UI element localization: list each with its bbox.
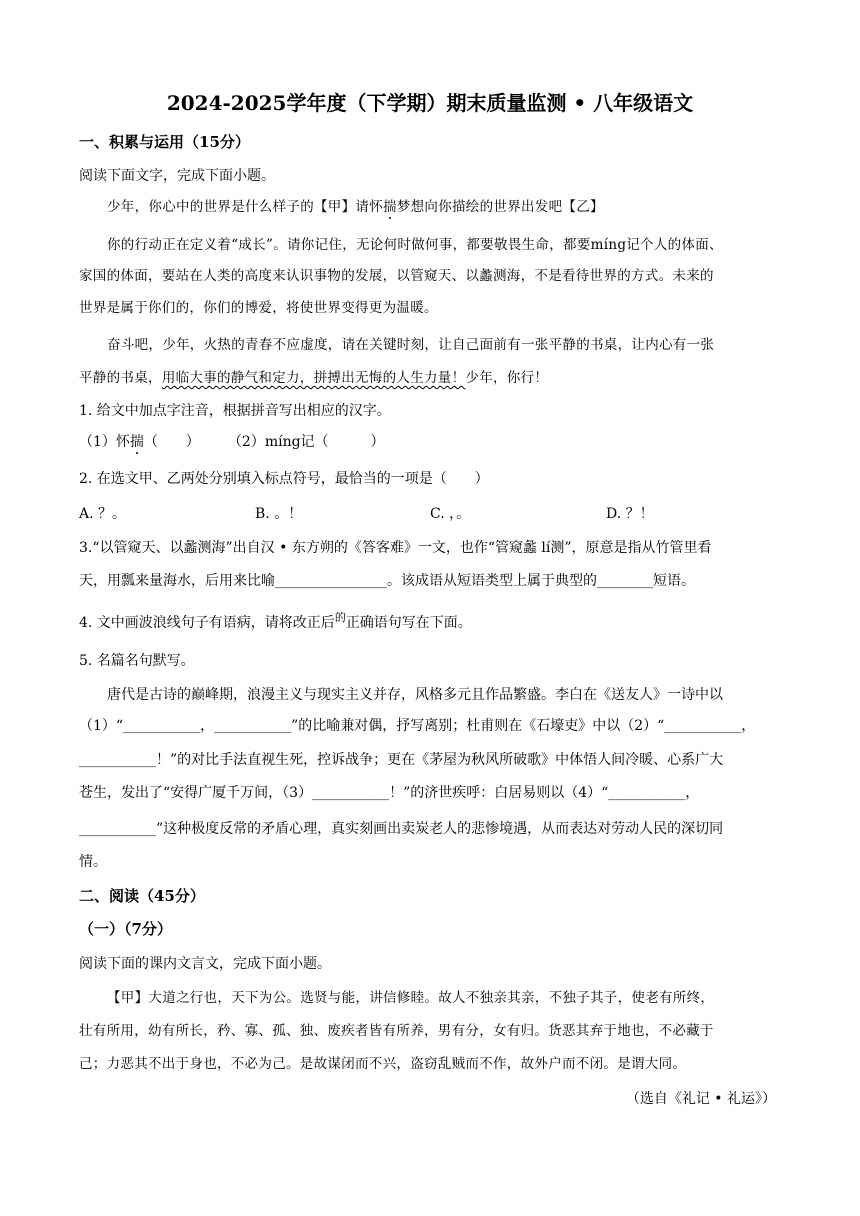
question-5-line-3: ___________！”的对比手法直视生死，控诉战争；更在《茅屋为秋风所破歌》中体悟人间冷暖、心系广大 [79,752,724,768]
question-5-line-4: 苍生，发出了“安得广厦千万间，（3）___________！”的济世疾呼：白居易则以（4）“___________， [79,785,700,801]
blank-label: （1）怀 [79,434,130,450]
question-5-line-2: （1）“___________，___________”的比喻兼对偶，抒写离别；杜甫则在《石壕吏》中以（2）“___________， [79,718,756,734]
question-5-line-6: 情。 [79,854,107,870]
question-2: 2. 在选文甲、乙两处分别填入标点符号，最恰当的一项是（ ） [79,471,489,487]
question-5-line-1: 唐代是古诗的巅峰期，浪漫主义与现实主义并存，风格多元且作品繁盛。李白在《送友人》一诗中以 [107,687,723,703]
classical-text-line-2: 壮有所用，幼有所长，矜、寡、孤、独、废疾者皆有所养，男有分，女有归。货恶其弃于地也，不必藏于 [79,1023,714,1039]
section-2-subheading: （一）（7分） [79,920,172,938]
passage-paragraph-2-line-1: 你的行动正在定义着“成长”。请你记住，无论何时做何事，都要敬畏生命，都要míng记个人的体面、 [107,237,723,253]
dotted-character: 揣 [129,434,144,450]
option-a: A. ？。 [79,506,127,522]
passage-paragraph-3-line-2 [79,368,548,388]
question-3-line-1: 3.“以管窥天、以蠡测海”出自汉 • 东方朔的《答客难》一文，也作“管窥蠡 lí测”，原意是指从竹管里看 [79,540,712,556]
question-text: 4. 文中画波浪线句子有语病，请将改正后 [79,615,335,631]
classical-text-line-1: 【甲】大道之行也，天下为公。选贤与能，讲信修睦。故人不独亲其亲，不独子其子，使老有所终， [107,990,715,1006]
passage-paragraph-1 [107,197,604,217]
question-4 [79,613,472,634]
passage-text: 少年，你心中的世界是什么样子的【甲】请怀 [107,199,383,215]
page-title: 2024-2025学年度（下学期）期末质量监测 • 八年级语文 [166,91,694,115]
option-c: C. ，。 [430,506,471,522]
option-d: D. ？！ [606,506,654,522]
section-2-instruction: 阅读下面的课内文言文，完成下面小题。 [79,956,331,972]
question-5: 5. 名篇名句默写。 [79,653,195,669]
passage-paragraph-2-line-3: 世界是属于你们的，你们的博爱，将使世界变得更为温暖。 [79,300,438,316]
question-5-line-5: ___________”这种极度反常的矛盾心理，真实刻画出卖炭老人的悲惨境遇，从而表达对劳动人民的深切同 [79,821,724,837]
passage-text: 平静的书桌， [79,370,162,386]
passage-text: 梦想向你描绘的世界出发吧【乙】 [396,199,604,215]
wavy-underlined-sentence: 用临大事的静气和定力，拼搏出无悔的人生力量！ [161,370,466,386]
section-1-heading: 一、积累与运用（15分） [79,133,250,151]
dotted-character: 揣 [383,199,397,215]
question-text: 的 [334,611,346,624]
text-source: （选自《礼记 • 礼运》） [625,1091,776,1107]
blank-label: （ ） （2）míng记（ ） [143,434,385,450]
passage-text: 少年，你行！ [465,370,549,386]
classical-text-line-3: 己；力恶其不出于身也，不必为己。是故谋闭而不兴，盗窃乱贼而不作，故外户而不闭。是谓大同。 [79,1056,687,1072]
section-2-heading: 二、阅读（45分） [79,887,205,905]
question-text: 正确语句写在下面。 [345,615,472,631]
question-1-blanks [79,432,385,452]
question-3-line-2: 天，用瓢来量海水，后用来比喻________________。该成语从短语类型上属于典型的________短语。 [79,573,695,589]
question-1: 1. 给文中加点字注音，根据拼音写出相应的汉字。 [79,403,391,419]
option-b: B. 。！ [255,506,303,522]
section-1-instruction: 阅读下面文字，完成下面小题。 [79,168,275,184]
passage-paragraph-2-line-2: 家国的体面，要站在人类的高度来认识事物的发展，以管窥天、以蠡测海，不是看待世界的方式。未来的 [79,268,714,284]
passage-paragraph-3-line-1: 奋斗吧，少年，火热的青春不应虚度，请在关键时刻，让自己面前有一张平静的书桌，让内心有一张 [107,337,715,353]
